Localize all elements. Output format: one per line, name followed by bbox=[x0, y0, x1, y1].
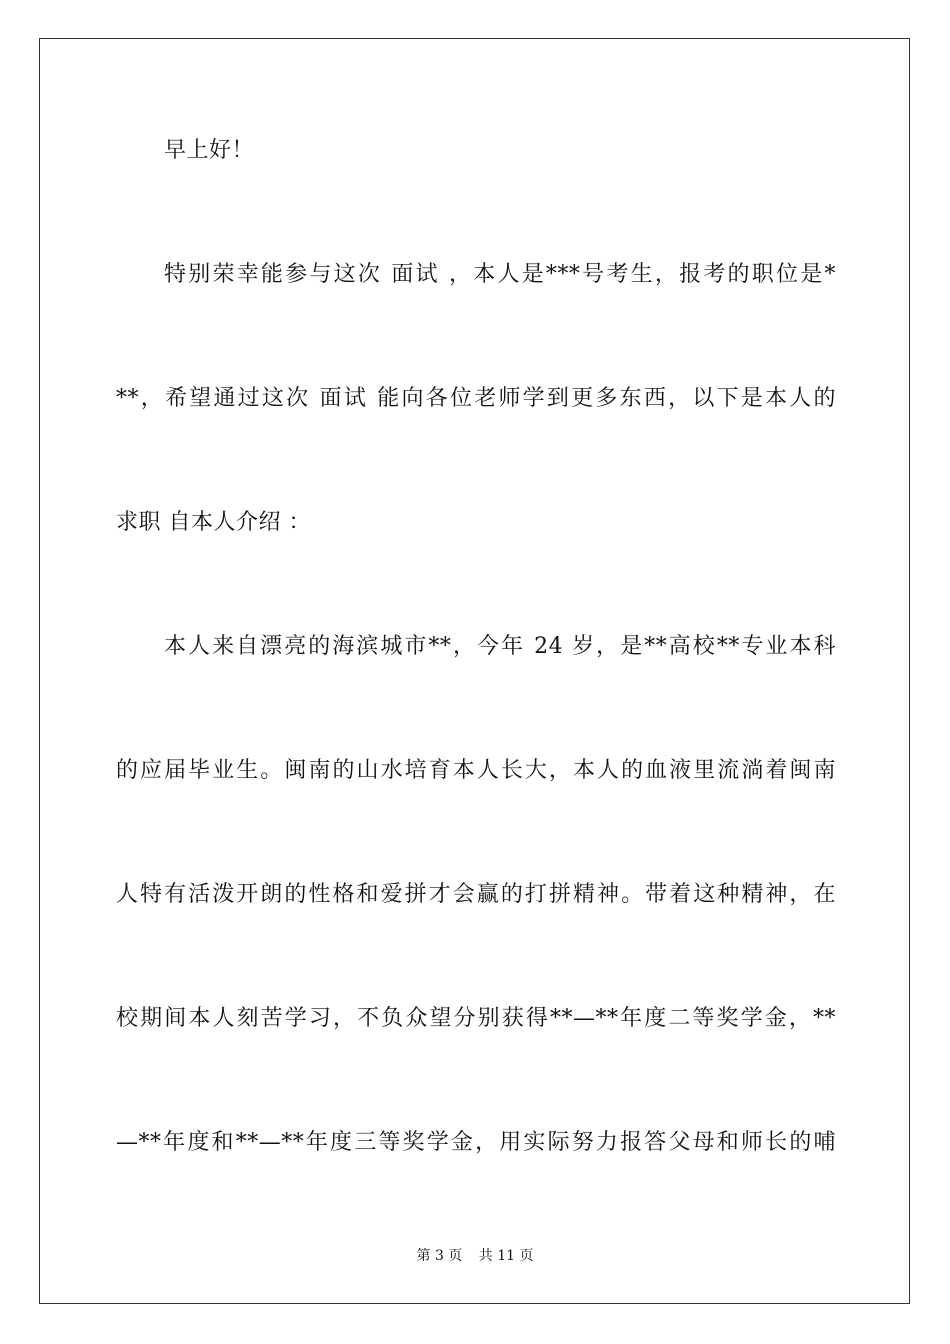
paragraph-line-4: 本人来自漂亮的海滨城市**，今年 24 岁，是**高校**专业本科 bbox=[164, 634, 836, 659]
paragraph-line-2: **，希望通过这次 面试 能向各位老师学到更多东西，以下是本人的 bbox=[116, 386, 836, 411]
paragraph-line-1: 特别荣幸能参与这次 面试 ，本人是***号考生，报考的职位是* bbox=[164, 262, 836, 287]
paragraph-line-6: 人特有活泼开朗的性格和爱拼才会赢的打拼精神。带着这种精神，在 bbox=[116, 882, 836, 907]
greeting-line: 早上好！ bbox=[164, 138, 255, 163]
paragraph-line-7: 校期间本人刻苦学习，不负众望分别获得**—**年度二等奖学金，** bbox=[116, 1006, 836, 1031]
page-footer bbox=[0, 1246, 950, 1266]
page-frame bbox=[39, 38, 910, 1304]
paragraph-line-5: 的应届毕业生。闽南的山水培育本人长大，本人的血液里流淌着闽南 bbox=[116, 758, 836, 783]
page-number-current: 第 3 页 bbox=[416, 1248, 463, 1264]
page-number-total: 共 11 页 bbox=[478, 1248, 534, 1264]
paragraph-line-8: —**年度和**—**年度三等奖学金，用实际努力报答父母和师长的哺 bbox=[116, 1130, 836, 1155]
paragraph-line-3: 求职 自本人介绍 ： bbox=[116, 510, 311, 535]
